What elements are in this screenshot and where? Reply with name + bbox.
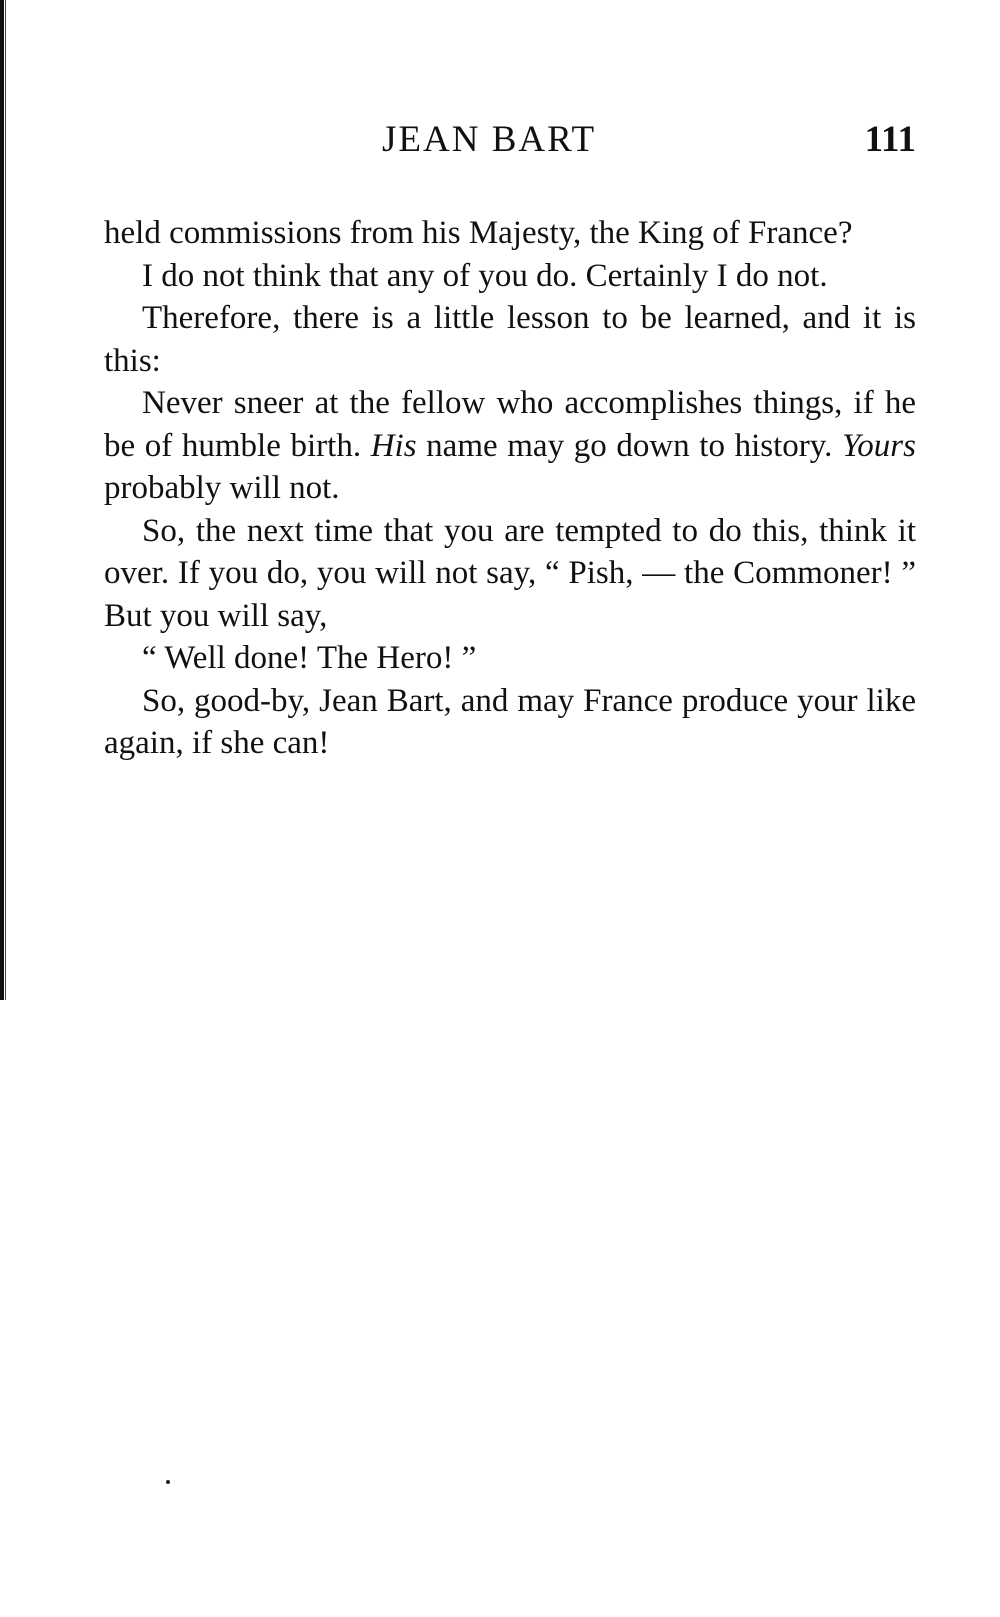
page-header (0, 118, 1000, 168)
running-title: JEAN BART (382, 119, 597, 160)
paragraph-5: So, the next time that you are tempted to do this, think it over. If you do, you will not say, “ Pish, — the Commoner! ” But you will say, (104, 512, 916, 634)
paragraph-4-text-a: Never sneer at the fellow who accomplishes things, if he be of humble birth. (104, 385, 916, 464)
paragraph-6: “ Well done! The Hero! ” (142, 640, 477, 676)
paragraph-7: So, good-by, Jean Bart, and may France produce your like again, if she can! (104, 682, 916, 761)
emphasis-yours: Yours (841, 427, 916, 464)
paragraph-4 (104, 382, 916, 510)
page-number: 111 (864, 119, 916, 160)
paragraph-2: I do not think that any of you do. Certainly I do not. (142, 257, 828, 294)
ink-speck (166, 1480, 170, 1484)
emphasis-his: His (370, 427, 417, 464)
paragraph-4-text-c: probably will not. (104, 470, 340, 506)
body-text (104, 212, 916, 765)
paragraph-4-text-b: name may go down to history. (416, 427, 842, 464)
paragraph-3: Therefore, there is a little lesson to be learned, and it is this: (104, 300, 916, 379)
paragraph-1: held commissions from his Majesty, the King of France? (104, 215, 853, 251)
